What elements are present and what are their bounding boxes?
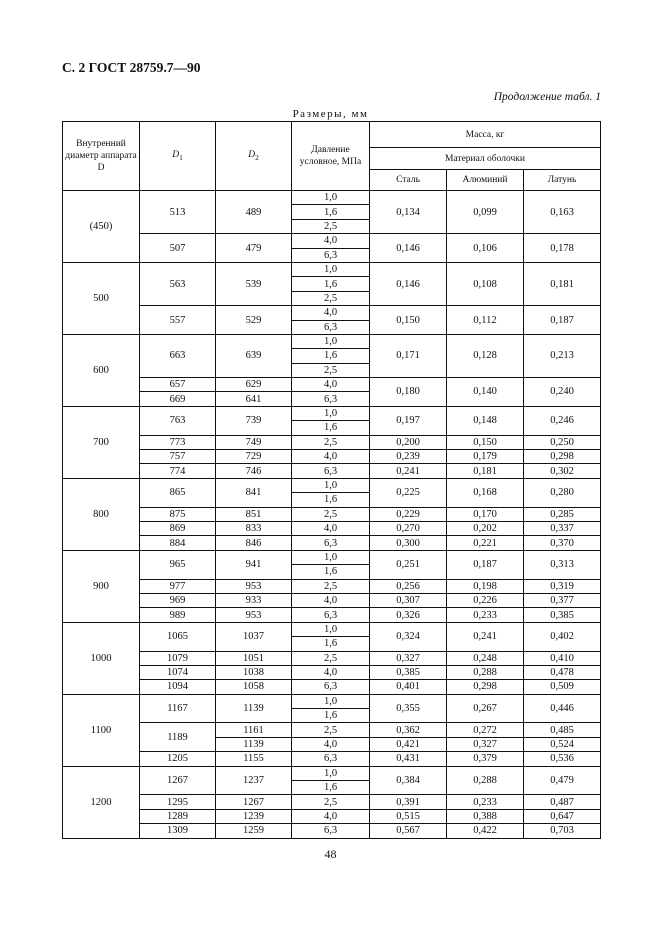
pressure-cell: 4,0 bbox=[292, 665, 370, 679]
mass-steel-cell: 0,229 bbox=[370, 507, 447, 521]
pressure-cell: 2,5 bbox=[292, 219, 370, 233]
pressure-cell: 6,3 bbox=[292, 680, 370, 694]
pressure-cell: 6,3 bbox=[292, 464, 370, 478]
d2-cell: 739 bbox=[216, 406, 292, 435]
mass-brass-cell: 0,524 bbox=[524, 737, 601, 751]
d2-cell: 833 bbox=[216, 521, 292, 535]
d1-cell: 763 bbox=[140, 406, 216, 435]
mass-aluminium-cell: 0,267 bbox=[447, 694, 524, 723]
page-number: 48 bbox=[324, 847, 337, 861]
mass-aluminium-cell: 0,140 bbox=[447, 378, 524, 407]
mass-brass-cell: 0,402 bbox=[524, 622, 601, 651]
col-header-aluminium: Алюминий bbox=[447, 170, 524, 191]
mass-brass-cell: 0,178 bbox=[524, 234, 601, 263]
d2-cell: 479 bbox=[216, 234, 292, 263]
mass-brass-cell: 0,647 bbox=[524, 809, 601, 823]
d1-cell: 1079 bbox=[140, 651, 216, 665]
table-row bbox=[63, 478, 601, 492]
d1-cell: 507 bbox=[140, 234, 216, 263]
col-header-shell-material: Материал оболочки bbox=[370, 148, 601, 170]
mass-steel-cell: 0,150 bbox=[370, 306, 447, 335]
mass-steel-cell: 0,241 bbox=[370, 464, 447, 478]
table-body bbox=[63, 191, 601, 839]
mass-brass-cell: 0,319 bbox=[524, 579, 601, 593]
pressure-cell: 1,0 bbox=[292, 334, 370, 348]
mass-aluminium-cell: 0,198 bbox=[447, 579, 524, 593]
pressure-cell: 1,6 bbox=[292, 709, 370, 723]
table-row bbox=[63, 306, 601, 320]
mass-steel-cell: 0,515 bbox=[370, 809, 447, 823]
col-header-d1: $D_1$ bbox=[140, 122, 216, 191]
d2-cell: 1139 bbox=[216, 694, 292, 723]
d1-cell: 965 bbox=[140, 550, 216, 579]
mass-aluminium-cell: 0,170 bbox=[447, 507, 524, 521]
mass-aluminium-cell: 0,148 bbox=[447, 406, 524, 435]
table-row bbox=[63, 608, 601, 622]
d2-cell: 489 bbox=[216, 191, 292, 234]
pressure-cell: 4,0 bbox=[292, 378, 370, 392]
table-row bbox=[63, 752, 601, 766]
table-caption: Размеры, мм bbox=[292, 108, 369, 120]
col-header-mass: Масса, кг bbox=[370, 122, 601, 148]
mass-steel-cell: 0,567 bbox=[370, 824, 447, 838]
d2-cell: 1038 bbox=[216, 665, 292, 679]
pressure-cell: 1,6 bbox=[292, 421, 370, 435]
d1-cell: 757 bbox=[140, 450, 216, 464]
mass-aluminium-cell: 0,108 bbox=[447, 262, 524, 305]
d2-cell: 953 bbox=[216, 608, 292, 622]
mass-aluminium-cell: 0,379 bbox=[447, 752, 524, 766]
d1-cell: 977 bbox=[140, 579, 216, 593]
inner-diameter-cell: 1100 bbox=[63, 694, 140, 766]
d1-cell: 1267 bbox=[140, 766, 216, 795]
mass-brass-cell: 0,250 bbox=[524, 435, 601, 449]
pressure-cell: 1,6 bbox=[292, 277, 370, 291]
mass-brass-cell: 0,181 bbox=[524, 262, 601, 305]
pressure-cell: 1,0 bbox=[292, 406, 370, 420]
col-header-steel: Сталь bbox=[370, 170, 447, 191]
mass-brass-cell: 0,280 bbox=[524, 478, 601, 507]
table-row bbox=[63, 795, 601, 809]
mass-steel-cell: 0,146 bbox=[370, 234, 447, 263]
pressure-cell: 2,5 bbox=[292, 435, 370, 449]
pressure-cell: 4,0 bbox=[292, 450, 370, 464]
d2-cell: 539 bbox=[216, 262, 292, 305]
d1-cell: 875 bbox=[140, 507, 216, 521]
mass-brass-cell: 0,163 bbox=[524, 191, 601, 234]
mass-brass-cell: 0,337 bbox=[524, 521, 601, 535]
mass-aluminium-cell: 0,422 bbox=[447, 824, 524, 838]
d2-cell: 749 bbox=[216, 435, 292, 449]
d2-cell: 933 bbox=[216, 593, 292, 607]
mass-steel-cell: 0,431 bbox=[370, 752, 447, 766]
mass-brass-cell: 0,703 bbox=[524, 824, 601, 838]
pressure-cell: 1,6 bbox=[292, 349, 370, 363]
mass-aluminium-cell: 0,179 bbox=[447, 450, 524, 464]
d2-cell: 529 bbox=[216, 306, 292, 335]
d1-cell: 869 bbox=[140, 521, 216, 535]
table-row bbox=[63, 378, 601, 392]
dimensions-table bbox=[62, 121, 601, 839]
d1-cell: 669 bbox=[140, 392, 216, 406]
mass-aluminium-cell: 0,327 bbox=[447, 737, 524, 751]
pressure-cell: 1,6 bbox=[292, 565, 370, 579]
pressure-cell: 6,3 bbox=[292, 392, 370, 406]
pressure-cell: 2,5 bbox=[292, 723, 370, 737]
d2-cell: 629 bbox=[216, 378, 292, 392]
pressure-cell: 2,5 bbox=[292, 651, 370, 665]
mass-steel-cell: 0,197 bbox=[370, 406, 447, 435]
mass-steel-cell: 0,307 bbox=[370, 593, 447, 607]
mass-brass-cell: 0,285 bbox=[524, 507, 601, 521]
col-header-pressure: Давление условное, МПа bbox=[292, 122, 370, 191]
mass-brass-cell: 0,487 bbox=[524, 795, 601, 809]
mass-aluminium-cell: 0,233 bbox=[447, 608, 524, 622]
d1-cell: 1295 bbox=[140, 795, 216, 809]
d2-cell: 1139 bbox=[216, 737, 292, 751]
table-row bbox=[63, 665, 601, 679]
mass-steel-cell: 0,239 bbox=[370, 450, 447, 464]
mass-brass-cell: 0,446 bbox=[524, 694, 601, 723]
mass-aluminium-cell: 0,233 bbox=[447, 795, 524, 809]
mass-steel-cell: 0,300 bbox=[370, 536, 447, 550]
mass-steel-cell: 0,251 bbox=[370, 550, 447, 579]
pressure-cell: 1,0 bbox=[292, 262, 370, 276]
table-row bbox=[63, 234, 601, 248]
mass-brass-cell: 0,485 bbox=[524, 723, 601, 737]
mass-aluminium-cell: 0,128 bbox=[447, 334, 524, 377]
mass-brass-cell: 0,377 bbox=[524, 593, 601, 607]
mass-aluminium-cell: 0,168 bbox=[447, 478, 524, 507]
mass-aluminium-cell: 0,388 bbox=[447, 809, 524, 823]
mass-brass-cell: 0,246 bbox=[524, 406, 601, 435]
mass-aluminium-cell: 0,288 bbox=[447, 665, 524, 679]
mass-brass-cell: 0,302 bbox=[524, 464, 601, 478]
mass-aluminium-cell: 0,272 bbox=[447, 723, 524, 737]
pressure-cell: 1,0 bbox=[292, 766, 370, 780]
table-row bbox=[63, 536, 601, 550]
pressure-cell: 6,3 bbox=[292, 536, 370, 550]
mass-steel-cell: 0,421 bbox=[370, 737, 447, 751]
mass-brass-cell: 0,313 bbox=[524, 550, 601, 579]
pressure-cell: 2,5 bbox=[292, 291, 370, 305]
table-row bbox=[63, 579, 601, 593]
mass-steel-cell: 0,134 bbox=[370, 191, 447, 234]
d1-cell: 513 bbox=[140, 191, 216, 234]
pressure-cell: 2,5 bbox=[292, 579, 370, 593]
pressure-cell: 6,3 bbox=[292, 248, 370, 262]
mass-steel-cell: 0,146 bbox=[370, 262, 447, 305]
d2-cell: 729 bbox=[216, 450, 292, 464]
d1-cell: 1065 bbox=[140, 622, 216, 651]
table-row bbox=[63, 694, 601, 708]
col-header-brass: Латунь bbox=[524, 170, 601, 191]
table-row bbox=[63, 809, 601, 823]
mass-steel-cell: 0,225 bbox=[370, 478, 447, 507]
table-row bbox=[63, 680, 601, 694]
mass-steel-cell: 0,200 bbox=[370, 435, 447, 449]
table-row bbox=[63, 334, 601, 348]
col-header-d2: $D_2$ bbox=[216, 122, 292, 191]
d1-cell: 1074 bbox=[140, 665, 216, 679]
mass-steel-cell: 0,384 bbox=[370, 766, 447, 795]
d1-cell: 657 bbox=[140, 378, 216, 392]
pressure-cell: 4,0 bbox=[292, 306, 370, 320]
mass-brass-cell: 0,298 bbox=[524, 450, 601, 464]
pressure-cell: 6,3 bbox=[292, 824, 370, 838]
table-row bbox=[63, 651, 601, 665]
mass-aluminium-cell: 0,248 bbox=[447, 651, 524, 665]
pressure-cell: 1,0 bbox=[292, 622, 370, 636]
pressure-cell: 4,0 bbox=[292, 234, 370, 248]
mass-aluminium-cell: 0,241 bbox=[447, 622, 524, 651]
d2-cell: 1237 bbox=[216, 766, 292, 795]
table-row bbox=[63, 464, 601, 478]
mass-brass-cell: 0,410 bbox=[524, 651, 601, 665]
mass-steel-cell: 0,362 bbox=[370, 723, 447, 737]
table-row bbox=[63, 550, 601, 564]
mass-aluminium-cell: 0,099 bbox=[447, 191, 524, 234]
inner-diameter-cell: 1200 bbox=[63, 766, 140, 838]
d1-cell: 1289 bbox=[140, 809, 216, 823]
mass-steel-cell: 0,326 bbox=[370, 608, 447, 622]
d2-cell: 1058 bbox=[216, 680, 292, 694]
table-row bbox=[63, 191, 601, 205]
pressure-cell: 1,6 bbox=[292, 493, 370, 507]
mass-brass-cell: 0,479 bbox=[524, 766, 601, 795]
pressure-cell: 4,0 bbox=[292, 737, 370, 751]
mass-aluminium-cell: 0,150 bbox=[447, 435, 524, 449]
mass-brass-cell: 0,536 bbox=[524, 752, 601, 766]
d2-cell: 941 bbox=[216, 550, 292, 579]
pressure-cell: 1,6 bbox=[292, 637, 370, 651]
pressure-cell: 4,0 bbox=[292, 809, 370, 823]
d1-cell: 773 bbox=[140, 435, 216, 449]
inner-diameter-cell: (450) bbox=[63, 191, 140, 263]
mass-aluminium-cell: 0,226 bbox=[447, 593, 524, 607]
table-row bbox=[63, 766, 601, 780]
page-title: С. 2 ГОСТ 28759.7—90 bbox=[62, 60, 201, 75]
mass-brass-cell: 0,213 bbox=[524, 334, 601, 377]
pressure-cell: 2,5 bbox=[292, 363, 370, 377]
d2-cell: 1259 bbox=[216, 824, 292, 838]
pressure-cell: 1,0 bbox=[292, 478, 370, 492]
d1-cell: 865 bbox=[140, 478, 216, 507]
d1-cell: 1094 bbox=[140, 680, 216, 694]
d2-cell: 1051 bbox=[216, 651, 292, 665]
table-row bbox=[63, 622, 601, 636]
mass-aluminium-cell: 0,221 bbox=[447, 536, 524, 550]
d2-cell: 953 bbox=[216, 579, 292, 593]
d1-cell: 1309 bbox=[140, 824, 216, 838]
mass-steel-cell: 0,355 bbox=[370, 694, 447, 723]
mass-aluminium-cell: 0,181 bbox=[447, 464, 524, 478]
mass-aluminium-cell: 0,288 bbox=[447, 766, 524, 795]
table-continuation-label: Продолжение табл. 1 bbox=[493, 91, 601, 103]
mass-brass-cell: 0,509 bbox=[524, 680, 601, 694]
pressure-cell: 6,3 bbox=[292, 752, 370, 766]
d2-cell: 1239 bbox=[216, 809, 292, 823]
mass-steel-cell: 0,327 bbox=[370, 651, 447, 665]
mass-steel-cell: 0,180 bbox=[370, 378, 447, 407]
table-row bbox=[63, 262, 601, 276]
pressure-cell: 4,0 bbox=[292, 593, 370, 607]
pressure-cell: 1,0 bbox=[292, 550, 370, 564]
d1-cell: 663 bbox=[140, 334, 216, 377]
mass-aluminium-cell: 0,202 bbox=[447, 521, 524, 535]
inner-diameter-cell: 800 bbox=[63, 478, 140, 550]
inner-diameter-cell: 500 bbox=[63, 262, 140, 334]
mass-brass-cell: 0,187 bbox=[524, 306, 601, 335]
mass-steel-cell: 0,385 bbox=[370, 665, 447, 679]
mass-steel-cell: 0,171 bbox=[370, 334, 447, 377]
pressure-cell: 1,6 bbox=[292, 205, 370, 219]
d2-cell: 841 bbox=[216, 478, 292, 507]
d2-cell: 1155 bbox=[216, 752, 292, 766]
d2-cell: 641 bbox=[216, 392, 292, 406]
col-header-inner-diameter: Внутренний диаметр аппарата D bbox=[63, 122, 140, 191]
table-row bbox=[63, 824, 601, 838]
d2-cell: 1037 bbox=[216, 622, 292, 651]
table-row bbox=[63, 406, 601, 420]
pressure-cell: 6,3 bbox=[292, 608, 370, 622]
mass-steel-cell: 0,270 bbox=[370, 521, 447, 535]
d2-cell: 1161 bbox=[216, 723, 292, 737]
d1-cell: 969 bbox=[140, 593, 216, 607]
table-row bbox=[63, 521, 601, 535]
table-row bbox=[63, 593, 601, 607]
d1-cell: 563 bbox=[140, 262, 216, 305]
pressure-cell: 1,6 bbox=[292, 781, 370, 795]
d1-cell: 1205 bbox=[140, 752, 216, 766]
d2-cell: 846 bbox=[216, 536, 292, 550]
mass-brass-cell: 0,240 bbox=[524, 378, 601, 407]
pressure-cell: 4,0 bbox=[292, 521, 370, 535]
mass-aluminium-cell: 0,106 bbox=[447, 234, 524, 263]
d2-cell: 851 bbox=[216, 507, 292, 521]
mass-aluminium-cell: 0,112 bbox=[447, 306, 524, 335]
d2-cell: 746 bbox=[216, 464, 292, 478]
inner-diameter-cell: 600 bbox=[63, 334, 140, 406]
d2-cell: 1267 bbox=[216, 795, 292, 809]
table-row bbox=[63, 723, 601, 737]
inner-diameter-cell: 1000 bbox=[63, 622, 140, 694]
table-row bbox=[63, 450, 601, 464]
mass-steel-cell: 0,256 bbox=[370, 579, 447, 593]
pressure-cell: 6,3 bbox=[292, 320, 370, 334]
mass-brass-cell: 0,478 bbox=[524, 665, 601, 679]
table-row bbox=[63, 435, 601, 449]
pressure-cell: 2,5 bbox=[292, 507, 370, 521]
pressure-cell: 1,0 bbox=[292, 694, 370, 708]
d1-cell: 1167 bbox=[140, 694, 216, 723]
d1-cell: 989 bbox=[140, 608, 216, 622]
mass-aluminium-cell: 0,298 bbox=[447, 680, 524, 694]
inner-diameter-cell: 900 bbox=[63, 550, 140, 622]
pressure-cell: 2,5 bbox=[292, 795, 370, 809]
mass-brass-cell: 0,370 bbox=[524, 536, 601, 550]
inner-diameter-cell: 700 bbox=[63, 406, 140, 478]
mass-steel-cell: 0,324 bbox=[370, 622, 447, 651]
mass-steel-cell: 0,401 bbox=[370, 680, 447, 694]
mass-aluminium-cell: 0,187 bbox=[447, 550, 524, 579]
table-row bbox=[63, 507, 601, 521]
mass-steel-cell: 0,391 bbox=[370, 795, 447, 809]
mass-brass-cell: 0,385 bbox=[524, 608, 601, 622]
d1-cell: 557 bbox=[140, 306, 216, 335]
pressure-cell: 1,0 bbox=[292, 191, 370, 205]
d1-cell: 884 bbox=[140, 536, 216, 550]
d2-cell: 639 bbox=[216, 334, 292, 377]
d1-cell: 1189 bbox=[140, 723, 216, 752]
d1-cell: 774 bbox=[140, 464, 216, 478]
